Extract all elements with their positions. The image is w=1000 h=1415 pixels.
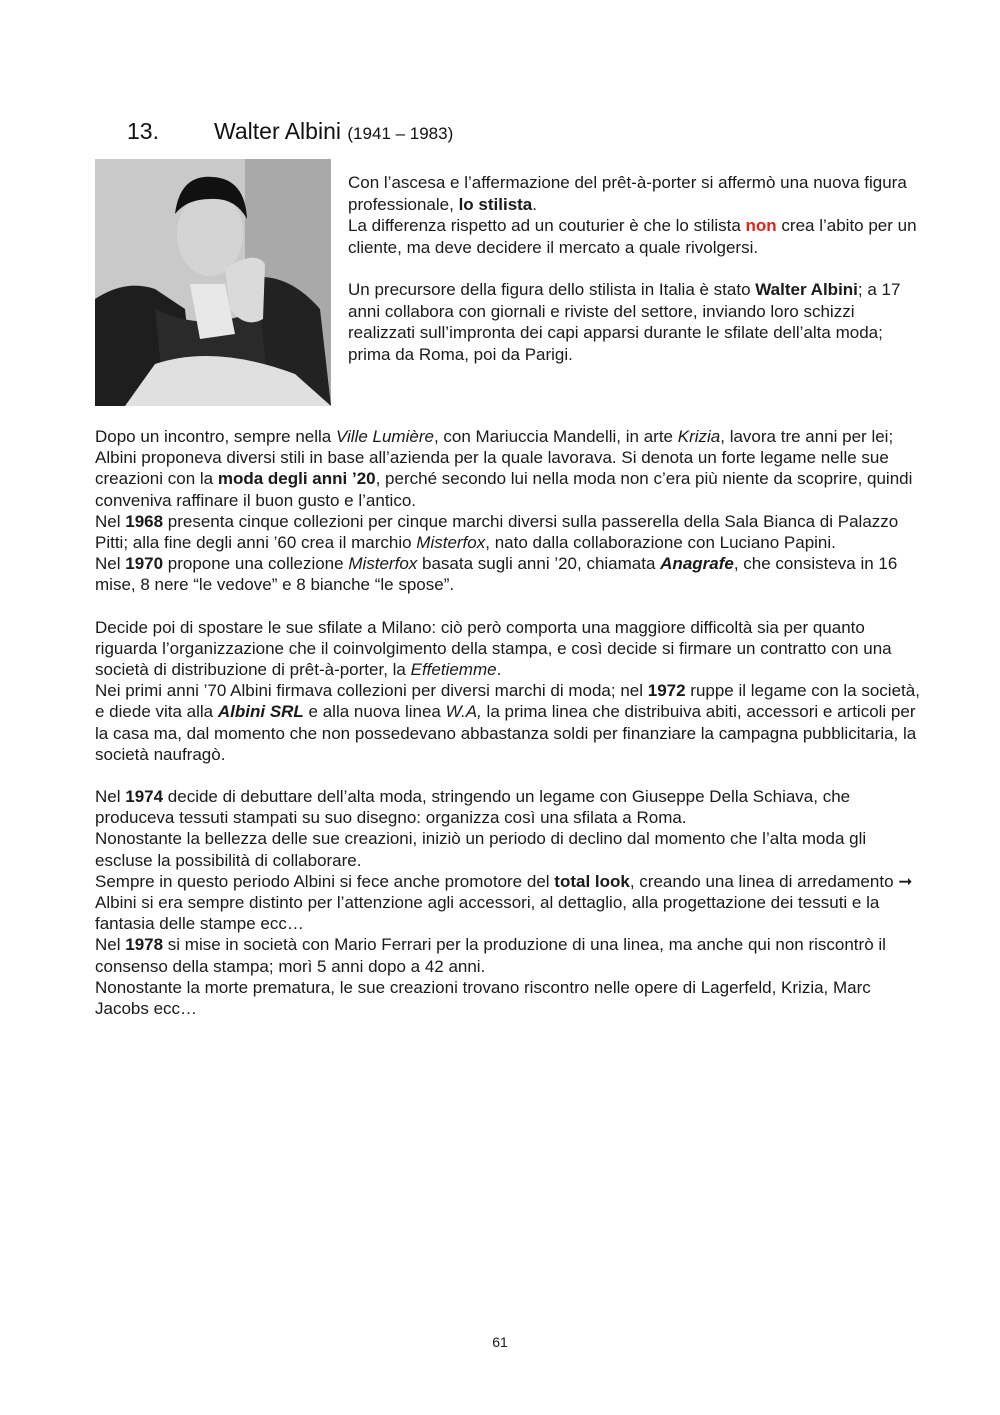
text-run: , che consisteva in 16 mise, 8 nere “le vedove” e 8 bianche “le spose”. [95,554,898,595]
text-run: La differenza rispetto ad un couturier è che lo stilista [348,216,746,235]
text-run: , perché secondo lui nella moda non c’era più niente da scoprire, quindi conveniva raffinare il buon gusto e l’antico. [95,469,913,510]
body-paragraph: Nonostante la bellezza delle sue creazioni, iniziò un periodo di declino dal momento che l’alta moda gli escluse la possibilità di collaborare. [95,829,867,870]
bold-term: 1968 [125,511,164,531]
italic-term: Ville Lumière [335,427,434,446]
section-heading [127,118,453,145]
text-run: Sempre in questo periodo Albini si fece anche promotore del [95,871,555,891]
body-paragraph [95,786,925,828]
text-run: Un precursore della figura dello stilista in Italia è stato [348,280,756,299]
text-run: Dopo un incontro, sempre nella [95,427,336,446]
text-run: e alla nuova linea [303,702,446,722]
bold-term: 1970 [125,554,164,574]
text-run: Con l’ascesa e l’affermazione del prêt-à-porter si affermò una nuova figura professionale, [348,173,907,214]
portrait-photo [95,159,331,406]
body-paragraph [95,871,925,935]
body-paragraph [95,553,925,595]
text-run: Nel [95,935,126,955]
italic-term: Effetiemme [410,660,497,680]
body-paragraph [95,934,925,976]
italic-term: Misterfox [348,554,418,574]
text-run: presenta cinque collezioni per cinque marchi diversi sulla passerella della Sala Bianca di Palazzo Pitti; alla fine degli anni ’60 crea il marchio [95,511,899,553]
bold-term: total look [554,871,630,891]
bold-italic-term: Albini SRL [217,702,304,722]
italic-term: Misterfox [416,533,486,553]
portrait-illustration [95,159,331,406]
intro-paragraph [348,172,918,215]
text-run: Nel [95,554,126,574]
body-paragraph [95,426,925,511]
text-run: , con Mariuccia Mandelli, in arte [433,427,678,446]
bold-term: Walter Albini [755,280,858,299]
bold-term: 1974 [125,787,164,807]
text-run: decide di debuttare dell’alta moda, stringendo un legame con Giuseppe Della Schiava, che produceva tessuti stampati su suo disegno: organizza così una sfilata a Roma. [95,787,851,828]
text-run: Albini si era sempre distinto per l’attenzione agli accessori, al dettaglio, alla progettazione dei tessuti e la fantasia delle stampe ecc… [95,893,880,934]
intro-paragraph [348,279,918,365]
intro-text [348,172,918,365]
body-text [95,426,925,1019]
text-run: Decide poi di spostare le sue sfilate a Milano: ciò però comporta una maggiore difficoltà sia per quanto riguarda l’organizzazione che il coinvolgimento della stampa, e così decide si firmare un contratto con una società di distribuzione di prêt-à-porter, la [95,617,892,680]
text-run: propone una collezione [163,554,349,574]
bold-term: moda degli anni ’20 [217,469,376,489]
text-run: ruppe il legame con la società, e diede vita alla [95,681,920,722]
text-run: , nato dalla collaborazione con Luciano Papini. [485,533,836,553]
intro-paragraph [348,215,918,258]
text-run: la prima linea che distribuiva abiti, accessori e articoli per la casa ma, dal momento che non possedevano abbastanza soldi per finanziare la campagna pubblicitaria, la società naufragò. [95,702,917,764]
bold-term: 1978 [125,935,164,955]
text-run: crea l’abito per un cliente, ma deve decidere il mercato a quale rivolgersi. [348,216,917,257]
highlighted-word: non [745,216,777,235]
bold-italic-term: Anagrafe [660,554,734,574]
arrow-icon: ➞ [898,871,913,891]
body-paragraph [95,511,925,553]
text-run: ; a 17 anni collabora con giornali e riviste del settore, inviando loro schizzi realizzati sull’impronta dei capi apparsi durante le sfilate dell’alta moda; prima da Roma, poi da Parigi. [348,280,901,364]
text-run: , creando una linea di arredamento [629,871,899,891]
text-run: Nel [95,511,126,531]
text-run: , lavora tre anni per lei; Albini proponeva diversi stili in base all’azienda per la quale lavorava. Si denota un forte legame nelle sue creazioni con la [95,427,894,489]
bold-term: 1972 [647,681,686,701]
text-run: . [496,660,502,680]
text-run: . [532,194,537,214]
italic-term: Krizia [677,427,721,446]
italic-term: W.A, [445,702,482,722]
body-paragraph [95,680,925,765]
body-paragraph [95,617,925,681]
page-number: 61 [492,1334,508,1350]
text-run: Nei primi anni ’70 Albini firmava collezioni per diversi marchi di moda; nel [95,681,648,701]
text-run: si mise in società con Mario Ferrari per la produzione di una linea, ma anche qui non riscontrò il consenso della stampa; morì 5 anni dopo a 42 anni. [95,935,886,976]
bold-term: lo stilista [458,194,533,214]
text-run: basata sugli anni ’20, chiamata [417,554,661,574]
body-paragraph: Nonostante la morte prematura, le sue creazioni trovano riscontro nelle opere di Lagerfeld, Krizia, Marc Jacobs ecc… [95,977,871,1019]
section-title: Walter Albini [214,118,341,144]
section-number: 13. [127,118,159,144]
section-years: (1941 – 1983) [347,124,454,143]
text-run: Nel [95,787,126,807]
